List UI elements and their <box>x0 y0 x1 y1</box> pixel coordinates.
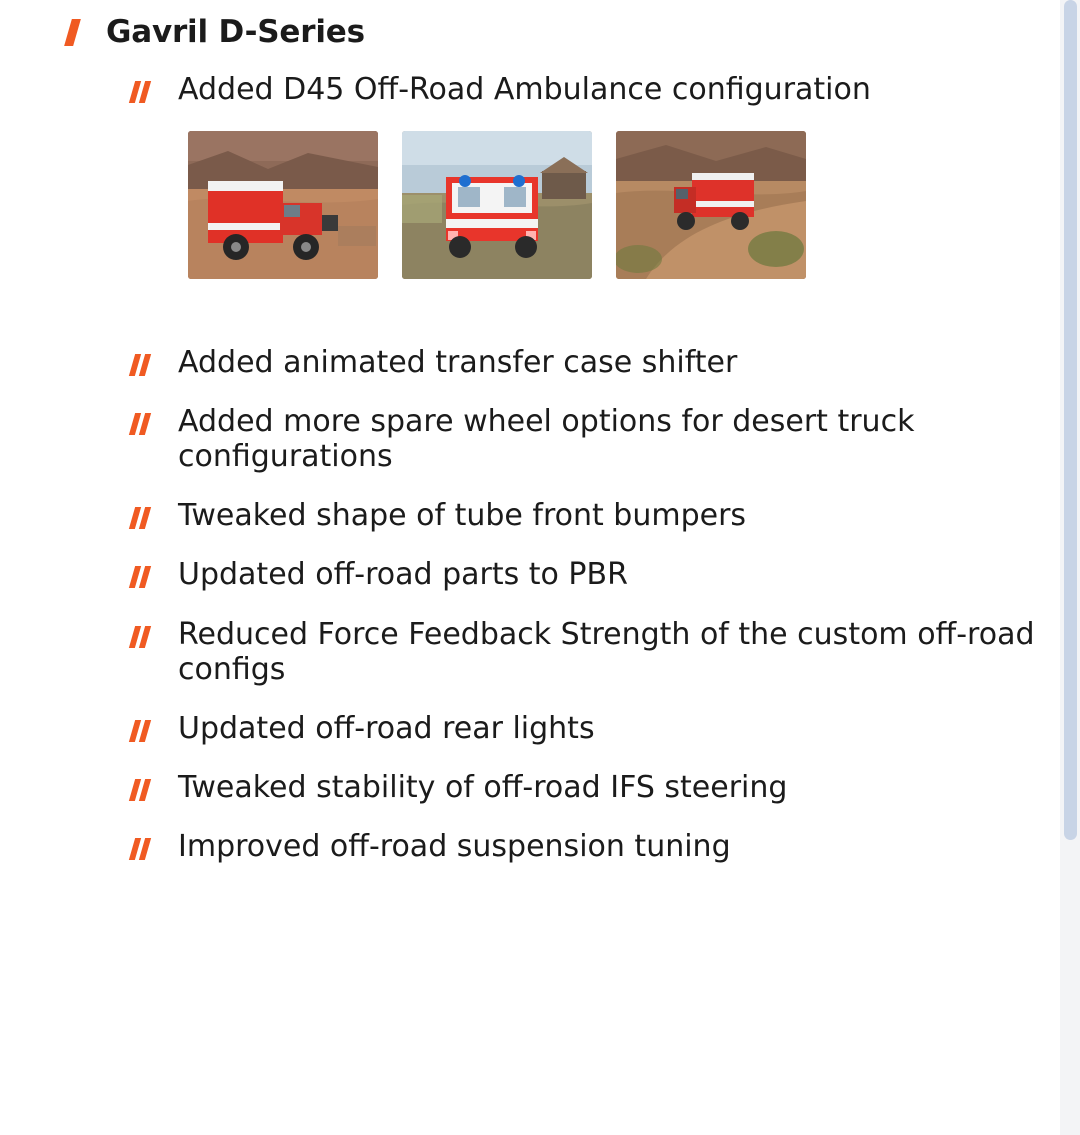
vertical-scrollbar[interactable] <box>1060 0 1080 1135</box>
list-item <box>0 72 1060 107</box>
double-slash-bullet-icon <box>130 829 158 863</box>
list-item <box>0 345 1060 380</box>
double-slash-bullet-icon <box>130 617 158 651</box>
list-item <box>0 557 1060 592</box>
list-item-label: Tweaked stability of off-road IFS steering <box>178 769 788 805</box>
changelog-list <box>0 72 1060 864</box>
screenshot-thumbnail[interactable] <box>616 131 806 279</box>
scrollbar-thumb[interactable] <box>1064 0 1077 840</box>
list-item-label: Updated off-road rear lights <box>178 710 595 746</box>
list-item <box>0 770 1060 805</box>
double-slash-bullet-icon <box>130 711 158 745</box>
list-item-label: Updated off-road parts to PBR <box>178 557 628 593</box>
list-item-label: Improved off-road suspension tuning <box>178 828 731 864</box>
list-item <box>0 617 1060 687</box>
list-item-label: Added more spare wheel options for desert truck configurations <box>178 404 915 475</box>
screenshot-strip <box>0 131 1060 345</box>
double-slash-bullet-icon <box>130 72 158 106</box>
page-title <box>62 14 1060 50</box>
list-item-label: Reduced Force Feedback Strength of the custom off-road configs <box>178 616 1035 687</box>
list-item-label: Added D45 Off-Road Ambulance configuration <box>178 72 871 107</box>
list-item <box>0 404 1060 474</box>
list-item-label: Tweaked shape of tube front bumpers <box>178 498 747 534</box>
slash-marker-icon <box>62 17 88 47</box>
list-item-label: Added animated transfer case shifter <box>178 345 738 381</box>
double-slash-bullet-icon <box>130 557 158 591</box>
list-item <box>0 829 1060 864</box>
double-slash-bullet-icon <box>130 345 158 379</box>
double-slash-bullet-icon <box>130 770 158 804</box>
double-slash-bullet-icon <box>130 404 158 438</box>
screenshot-thumbnail[interactable] <box>188 131 378 279</box>
screenshot-thumbnail[interactable] <box>402 131 592 279</box>
list-item <box>0 498 1060 533</box>
section-heading-text: Gavril D-Series <box>106 14 365 50</box>
list-item <box>0 711 1060 746</box>
double-slash-bullet-icon <box>130 498 158 532</box>
